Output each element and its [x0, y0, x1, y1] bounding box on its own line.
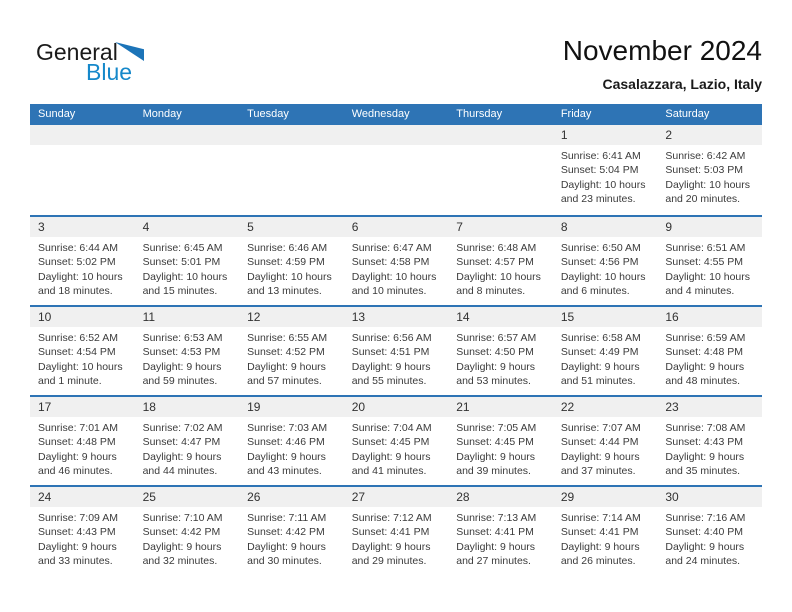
- day-cell: [135, 307, 240, 395]
- day-details: [239, 237, 344, 299]
- day-cell: [553, 217, 658, 305]
- sunset-text: Sunset: 5:04 PM: [560, 164, 639, 177]
- daylight2-text: and 44 minutes.: [142, 465, 218, 478]
- daylight2-text: and 55 minutes.: [351, 375, 427, 388]
- daylight2-text: and 39 minutes.: [456, 465, 531, 478]
- sunrise-text: Sunrise: 6:58 AM: [560, 332, 641, 344]
- day-cell: [239, 487, 344, 575]
- week-row: [30, 395, 762, 485]
- day-details: [344, 237, 449, 299]
- empty-day-cell: [135, 125, 240, 215]
- sunset-text: Sunset: 4:43 PM: [38, 526, 116, 539]
- sunset-text: Sunset: 4:43 PM: [665, 436, 744, 449]
- sunrise-text: Sunrise: 6:50 AM: [560, 242, 641, 254]
- day-number: 26: [239, 487, 344, 507]
- daylight2-text: and 24 minutes.: [665, 555, 741, 568]
- sunset-text: Sunset: 4:51 PM: [351, 346, 430, 359]
- sunset-text: Sunset: 4:47 PM: [142, 436, 221, 449]
- daylight2-text: and 27 minutes.: [456, 555, 531, 568]
- sunrise-text: Sunrise: 6:42 AM: [665, 150, 746, 162]
- sunrise-text: Sunrise: 6:52 AM: [38, 332, 118, 344]
- weekday-header-sunday: Sunday: [38, 108, 76, 120]
- weekday-header-saturday: Saturday: [665, 108, 710, 120]
- day-details: [448, 507, 553, 569]
- day-number: 17: [30, 397, 135, 417]
- sunrise-text: Sunrise: 7:16 AM: [665, 512, 746, 524]
- daylight1-text: Daylight: 9 hours: [247, 360, 326, 373]
- sunrise-text: Sunrise: 6:57 AM: [456, 332, 537, 344]
- day-cell: [448, 397, 553, 485]
- daylight2-text: and 18 minutes.: [38, 285, 113, 298]
- daylight1-text: Daylight: 9 hours: [142, 450, 222, 463]
- title-block: [563, 34, 762, 92]
- daylight2-text: and 53 minutes.: [456, 375, 531, 388]
- daylight1-text: Daylight: 9 hours: [38, 540, 117, 553]
- sunrise-text: Sunrise: 6:55 AM: [247, 332, 328, 344]
- empty-day-cell: [239, 125, 344, 215]
- day-details: [135, 507, 240, 569]
- day-number: 27: [344, 487, 449, 507]
- weekday-header-thursday: Thursday: [456, 108, 503, 120]
- empty-day-cell: [30, 125, 135, 215]
- daylight2-text: and 57 minutes.: [247, 375, 322, 388]
- day-cell: [657, 487, 762, 575]
- sunset-text: Sunset: 4:59 PM: [247, 256, 325, 269]
- sunset-text: Sunset: 4:57 PM: [456, 256, 534, 269]
- day-details: [344, 507, 449, 569]
- daylight2-text: and 4 minutes.: [665, 285, 735, 298]
- daylight2-text: and 46 minutes.: [38, 465, 113, 478]
- daylight2-text: and 13 minutes.: [247, 285, 322, 298]
- day-number: 5: [239, 217, 344, 237]
- day-cell: [239, 307, 344, 395]
- day-band-empty: [344, 125, 449, 145]
- day-number: 28: [448, 487, 553, 507]
- page-header: [0, 0, 792, 104]
- day-number: 3: [30, 217, 135, 237]
- day-cell: [553, 307, 658, 395]
- day-cell: [344, 307, 449, 395]
- sunset-text: Sunset: 4:55 PM: [665, 256, 744, 269]
- sunset-text: Sunset: 4:41 PM: [456, 526, 534, 539]
- day-cell: [553, 397, 658, 485]
- sunset-text: Sunset: 4:45 PM: [351, 436, 430, 449]
- daylight1-text: Daylight: 9 hours: [665, 360, 745, 373]
- calendar-table: [30, 104, 762, 575]
- day-number: 23: [657, 397, 762, 417]
- day-details: [448, 327, 553, 389]
- daylight1-text: Daylight: 9 hours: [456, 360, 536, 373]
- day-number: 11: [135, 307, 240, 327]
- sunset-text: Sunset: 4:40 PM: [665, 526, 744, 539]
- day-details: [657, 145, 762, 207]
- daylight1-text: Daylight: 9 hours: [247, 450, 326, 463]
- day-cell: [657, 125, 762, 215]
- daylight2-text: and 41 minutes.: [351, 465, 427, 478]
- day-number: 21: [448, 397, 553, 417]
- daylight1-text: Daylight: 10 hours: [665, 178, 751, 191]
- week-row: [30, 485, 762, 575]
- daylight2-text: and 43 minutes.: [247, 465, 322, 478]
- daylight2-text: and 29 minutes.: [351, 555, 427, 568]
- day-number: 18: [135, 397, 240, 417]
- daylight2-text: and 30 minutes.: [247, 555, 322, 568]
- daylight2-text: and 26 minutes.: [560, 555, 636, 568]
- daylight1-text: Daylight: 10 hours: [560, 178, 646, 191]
- daylight1-text: Daylight: 10 hours: [38, 270, 123, 283]
- sunset-text: Sunset: 5:03 PM: [665, 164, 744, 177]
- day-cell: [657, 307, 762, 395]
- day-details: [448, 237, 553, 299]
- daylight2-text: and 37 minutes.: [560, 465, 636, 478]
- day-cell: [657, 397, 762, 485]
- day-number: 9: [657, 217, 762, 237]
- weekday-header-row: [30, 104, 762, 125]
- weekday-header-monday: Monday: [142, 108, 182, 120]
- daylight2-text: and 20 minutes.: [665, 193, 741, 206]
- sunrise-text: Sunrise: 6:46 AM: [247, 242, 328, 254]
- day-cell: [239, 217, 344, 305]
- sunrise-text: Sunrise: 6:51 AM: [665, 242, 746, 254]
- day-cell: [30, 397, 135, 485]
- daylight1-text: Daylight: 10 hours: [142, 270, 228, 283]
- day-details: [344, 417, 449, 479]
- day-details: [344, 327, 449, 389]
- sunrise-text: Sunrise: 7:12 AM: [351, 512, 432, 524]
- day-cell: [553, 487, 658, 575]
- location-subtitle: Casalazzara, Lazio, Italy: [602, 76, 762, 92]
- day-number: 7: [448, 217, 553, 237]
- sunrise-text: Sunrise: 7:01 AM: [38, 422, 118, 434]
- sunrise-text: Sunrise: 6:44 AM: [38, 242, 118, 254]
- day-details: [135, 417, 240, 479]
- sunset-text: Sunset: 4:56 PM: [560, 256, 639, 269]
- daylight1-text: Daylight: 10 hours: [665, 270, 751, 283]
- logo-text-general: General: [36, 39, 118, 65]
- sunset-text: Sunset: 4:48 PM: [665, 346, 744, 359]
- month-title: November 2024: [562, 35, 762, 66]
- sunrise-text: Sunrise: 6:48 AM: [456, 242, 537, 254]
- sunrise-text: Sunrise: 7:04 AM: [351, 422, 432, 434]
- day-cell: [553, 125, 658, 215]
- daylight2-text: and 51 minutes.: [560, 375, 636, 388]
- week-row: [30, 215, 762, 305]
- sunset-text: Sunset: 4:54 PM: [38, 346, 116, 359]
- day-details: [553, 327, 658, 389]
- day-number: 8: [553, 217, 658, 237]
- daylight1-text: Daylight: 9 hours: [142, 360, 222, 373]
- day-cell: [30, 487, 135, 575]
- daylight1-text: Daylight: 9 hours: [351, 540, 431, 553]
- day-details: [657, 507, 762, 569]
- sunset-text: Sunset: 4:53 PM: [142, 346, 221, 359]
- sunset-text: Sunset: 4:42 PM: [247, 526, 325, 539]
- daylight2-text: and 6 minutes.: [560, 285, 630, 298]
- empty-day-cell: [448, 125, 553, 215]
- sunrise-text: Sunrise: 6:47 AM: [351, 242, 432, 254]
- daylight2-text: and 48 minutes.: [665, 375, 741, 388]
- day-band-empty: [30, 125, 135, 145]
- day-details: [553, 507, 658, 569]
- daylight1-text: Daylight: 9 hours: [665, 540, 745, 553]
- day-cell: [30, 307, 135, 395]
- day-details: [239, 507, 344, 569]
- sunrise-text: Sunrise: 7:10 AM: [142, 512, 223, 524]
- day-details: [657, 237, 762, 299]
- sunset-text: Sunset: 5:01 PM: [142, 256, 221, 269]
- day-cell: [344, 487, 449, 575]
- day-number: 19: [239, 397, 344, 417]
- day-details: [553, 417, 658, 479]
- sunrise-text: Sunrise: 7:05 AM: [456, 422, 537, 434]
- day-details: [30, 417, 135, 479]
- day-number: 24: [30, 487, 135, 507]
- day-details: [553, 237, 658, 299]
- day-number: 1: [553, 125, 658, 145]
- general-blue-logo: [36, 39, 166, 87]
- daylight1-text: Daylight: 10 hours: [351, 270, 437, 283]
- sunrise-text: Sunrise: 7:13 AM: [456, 512, 537, 524]
- sunset-text: Sunset: 4:45 PM: [456, 436, 534, 449]
- day-details: [30, 327, 135, 389]
- sunrise-text: Sunrise: 7:08 AM: [665, 422, 746, 434]
- day-cell: [135, 487, 240, 575]
- day-number: 13: [344, 307, 449, 327]
- day-number: 15: [553, 307, 658, 327]
- day-details: [30, 507, 135, 569]
- daylight1-text: Daylight: 9 hours: [456, 540, 536, 553]
- daylight1-text: Daylight: 9 hours: [247, 540, 326, 553]
- calendar-weeks: [30, 125, 762, 575]
- daylight1-text: Daylight: 9 hours: [560, 540, 640, 553]
- day-cell: [344, 217, 449, 305]
- daylight1-text: Daylight: 10 hours: [38, 360, 123, 373]
- daylight1-text: Daylight: 10 hours: [247, 270, 332, 283]
- day-number: 20: [344, 397, 449, 417]
- daylight1-text: Daylight: 10 hours: [560, 270, 646, 283]
- day-details: [657, 327, 762, 389]
- day-number: 25: [135, 487, 240, 507]
- daylight1-text: Daylight: 9 hours: [351, 360, 431, 373]
- sunset-text: Sunset: 4:48 PM: [38, 436, 116, 449]
- daylight2-text: and 15 minutes.: [142, 285, 218, 298]
- day-cell: [657, 217, 762, 305]
- day-cell: [448, 487, 553, 575]
- sunset-text: Sunset: 4:52 PM: [247, 346, 325, 359]
- day-number: 10: [30, 307, 135, 327]
- day-cell: [239, 397, 344, 485]
- sunset-text: Sunset: 4:58 PM: [351, 256, 430, 269]
- sunset-text: Sunset: 5:02 PM: [38, 256, 116, 269]
- day-details: [30, 237, 135, 299]
- day-number: 22: [553, 397, 658, 417]
- day-details: [135, 327, 240, 389]
- logo-text-blue: Blue: [86, 59, 133, 85]
- sunset-text: Sunset: 4:49 PM: [560, 346, 639, 359]
- week-row: [30, 125, 762, 215]
- day-number: 29: [553, 487, 658, 507]
- sunrise-text: Sunrise: 7:14 AM: [560, 512, 641, 524]
- sunrise-text: Sunrise: 7:02 AM: [142, 422, 223, 434]
- daylight2-text: and 35 minutes.: [665, 465, 741, 478]
- daylight2-text: and 59 minutes.: [142, 375, 218, 388]
- daylight2-text: and 10 minutes.: [351, 285, 427, 298]
- day-details: [657, 417, 762, 479]
- day-band-empty: [239, 125, 344, 145]
- day-cell: [448, 217, 553, 305]
- daylight2-text: and 8 minutes.: [456, 285, 526, 298]
- day-number: 16: [657, 307, 762, 327]
- sunset-text: Sunset: 4:46 PM: [247, 436, 325, 449]
- sunrise-text: Sunrise: 6:56 AM: [351, 332, 432, 344]
- sunrise-text: Sunrise: 6:45 AM: [142, 242, 223, 254]
- daylight2-text: and 1 minute.: [38, 375, 102, 388]
- sunrise-text: Sunrise: 7:11 AM: [247, 512, 327, 524]
- sunrise-text: Sunrise: 7:07 AM: [560, 422, 641, 434]
- weekday-header-wednesday: Wednesday: [351, 108, 410, 120]
- day-cell: [135, 217, 240, 305]
- day-number: 6: [344, 217, 449, 237]
- sunset-text: Sunset: 4:41 PM: [351, 526, 430, 539]
- daylight2-text: and 33 minutes.: [38, 555, 113, 568]
- day-number: 4: [135, 217, 240, 237]
- daylight1-text: Daylight: 9 hours: [560, 450, 640, 463]
- daylight1-text: Daylight: 10 hours: [456, 270, 541, 283]
- weekday-header-friday: Friday: [560, 108, 592, 120]
- sunrise-text: Sunrise: 7:09 AM: [38, 512, 118, 524]
- sunrise-text: Sunrise: 7:03 AM: [247, 422, 328, 434]
- daylight1-text: Daylight: 9 hours: [351, 450, 431, 463]
- week-row: [30, 305, 762, 395]
- sunrise-text: Sunrise: 6:41 AM: [560, 150, 641, 162]
- sunset-text: Sunset: 4:50 PM: [456, 346, 534, 359]
- daylight1-text: Daylight: 9 hours: [142, 540, 222, 553]
- sunset-text: Sunset: 4:41 PM: [560, 526, 639, 539]
- sunrise-text: Sunrise: 6:53 AM: [142, 332, 223, 344]
- daylight1-text: Daylight: 9 hours: [456, 450, 536, 463]
- day-details: [239, 327, 344, 389]
- empty-day-cell: [344, 125, 449, 215]
- daylight1-text: Daylight: 9 hours: [38, 450, 117, 463]
- day-details: [135, 237, 240, 299]
- day-number: 30: [657, 487, 762, 507]
- day-cell: [30, 217, 135, 305]
- sunset-text: Sunset: 4:42 PM: [142, 526, 221, 539]
- day-band-empty: [448, 125, 553, 145]
- sunrise-text: Sunrise: 6:59 AM: [665, 332, 746, 344]
- day-cell: [344, 397, 449, 485]
- day-cell: [135, 397, 240, 485]
- day-details: [553, 145, 658, 207]
- day-details: [239, 417, 344, 479]
- sunset-text: Sunset: 4:44 PM: [560, 436, 639, 449]
- day-details: [448, 417, 553, 479]
- day-band-empty: [135, 125, 240, 145]
- day-number: 14: [448, 307, 553, 327]
- daylight2-text: and 23 minutes.: [560, 193, 636, 206]
- day-number: 12: [239, 307, 344, 327]
- day-cell: [448, 307, 553, 395]
- weekday-header-tuesday: Tuesday: [247, 108, 289, 120]
- daylight2-text: and 32 minutes.: [142, 555, 218, 568]
- day-number: 2: [657, 125, 762, 145]
- daylight1-text: Daylight: 9 hours: [665, 450, 745, 463]
- daylight1-text: Daylight: 9 hours: [560, 360, 640, 373]
